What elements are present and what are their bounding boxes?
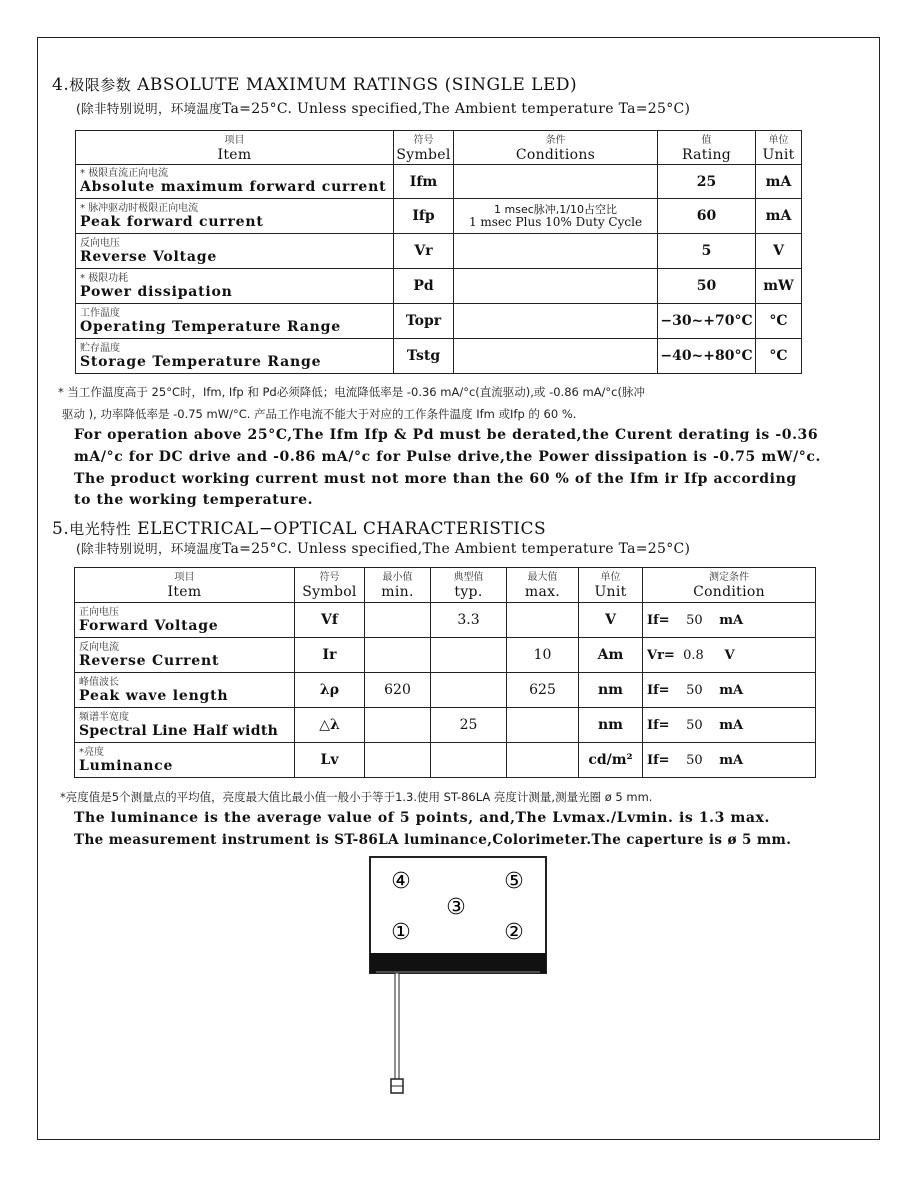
eo-table — [74, 567, 816, 778]
eo-title-num: 5. — [52, 519, 70, 539]
eo-header-typ: 典型值 typ. — [431, 568, 507, 603]
abs-subtitle — [76, 99, 690, 117]
abs-row-symbol: Topr — [394, 304, 454, 339]
abs-header-item: 项目 Item — [76, 131, 394, 165]
abs-row-item: 贮存温度 Storage Temperature Range — [76, 339, 394, 374]
eo-row-condition: Vr= 0.8 V — [643, 638, 816, 673]
abs-note-cn-line2: 驱动 ), 功率降低率是 -0.75 mW/°C. 产品工作电流不能大于对应的工作条件温度 Ifm 或Ifp 的 60 %. — [62, 407, 577, 421]
abs-row-rating: 60 — [658, 199, 756, 234]
eo-row-max — [507, 743, 579, 778]
abs-row-rating: 25 — [658, 165, 756, 199]
eo-row-typ — [431, 638, 507, 673]
eo-row-max: 625 — [507, 673, 579, 708]
abs-row-item: 工作温度 Operating Temperature Range — [76, 304, 394, 339]
eo-row-symbol: Lv — [295, 743, 365, 778]
eo-row-symbol: Ir — [295, 638, 365, 673]
eo-row — [75, 603, 816, 638]
abs-row-item: 反向电压 Reverse Voltage — [76, 234, 394, 269]
eo-subtitle-en: Ta=25°C. Unless specified,The Ambient temperature Ta=25°C) — [221, 541, 691, 557]
abs-title-num: 4. — [52, 75, 70, 95]
measurement-points-diagram — [368, 855, 548, 1100]
point-1-label: ① — [391, 920, 411, 945]
eo-row — [75, 673, 816, 708]
eo-section-title — [52, 518, 546, 539]
abs-row-item: * 极限直流正向电流 Absolute maximum forward current — [76, 165, 394, 199]
abs-row — [76, 199, 802, 234]
abs-note-en-line3: The product working current must not more than the 60 % of the Ifm ir Ifp according — [74, 471, 797, 487]
eo-row-symbol: △λ — [295, 708, 365, 743]
abs-note-cn-line1: * 当工作温度高于 25°C时，Ifm, Ifp 和 Pd必须降低；电流降低率是 -0.36 mA/°c(直流驱动),或 -0.86 mA/°c(脉冲 — [58, 385, 645, 399]
abs-row-symbol: Tstg — [394, 339, 454, 374]
abs-title-en: ABSOLUTE MAXIMUM RATINGS (SINGLE LED) — [137, 75, 578, 95]
eo-row-item: 正向电压 Forward Voltage — [75, 603, 295, 638]
eo-row-unit: nm — [579, 673, 643, 708]
eo-header-item: 项目 Item — [75, 568, 295, 603]
abs-row-unit: V — [756, 234, 802, 269]
abs-header-row — [76, 131, 802, 165]
eo-row — [75, 638, 816, 673]
abs-row — [76, 269, 802, 304]
abs-note-en-line1: For operation above 25°C,The Ifm Ifp & Pd must be derated,the Curent derating is -0.36 — [74, 427, 819, 443]
abs-row-conditions — [454, 339, 658, 374]
eo-row-typ — [431, 743, 507, 778]
abs-header-unit: 单位 Unit — [756, 131, 802, 165]
eo-header-unit: 单位 Unit — [579, 568, 643, 603]
abs-row — [76, 304, 802, 339]
eo-row-condition: If= 50 mA — [643, 603, 816, 638]
abs-row-rating: −30~+70°C — [658, 304, 756, 339]
eo-row-condition: If= 50 mA — [643, 708, 816, 743]
eo-row — [75, 708, 816, 743]
eo-header-max: 最大值 max. — [507, 568, 579, 603]
abs-header-symbol: 符号 Symbel — [394, 131, 454, 165]
eo-header-symbol: 符号 Symbol — [295, 568, 365, 603]
abs-header-conditions: 条件 Conditions — [454, 131, 658, 165]
point-5-label: ⑤ — [504, 869, 524, 894]
eo-subtitle — [76, 539, 690, 557]
abs-row-symbol: Pd — [394, 269, 454, 304]
point-2-label: ② — [504, 920, 524, 945]
eo-row-item: 频谱半宽度 Spectral Line Half width — [75, 708, 295, 743]
abs-row-symbol: Vr — [394, 234, 454, 269]
eo-row-typ: 25 — [431, 708, 507, 743]
eo-row — [75, 743, 816, 778]
eo-row-condition: If= 50 mA — [643, 743, 816, 778]
eo-subtitle-cn: (除非特别说明，环境温度 — [76, 541, 222, 556]
abs-row-symbol: Ifp — [394, 199, 454, 234]
eo-row-item: *亮度 Luminance — [75, 743, 295, 778]
abs-row — [76, 165, 802, 199]
abs-row-unit: mA — [756, 165, 802, 199]
abs-row-unit: °C — [756, 339, 802, 374]
eo-title-en: ELECTRICAL−OPTICAL CHARACTERISTICS — [137, 519, 547, 539]
eo-row-unit: nm — [579, 708, 643, 743]
abs-note-en-line2: mA/°c for DC drive and -0.86 mA/°c for Pulse drive,the Power dissipation is -0.75 mW/°c. — [74, 449, 821, 465]
eo-row-max — [507, 708, 579, 743]
abs-row-conditions: 1 msec脉冲,1/10占空比 1 msec Plus 10% Duty Cycle — [454, 199, 658, 234]
abs-row-conditions — [454, 234, 658, 269]
eo-row-min — [365, 708, 431, 743]
abs-row-conditions — [454, 165, 658, 199]
eo-note-en-line2: The measurement instrument is ST-86LA luminance,Colorimeter.The caperture is ø 5 mm. — [74, 832, 792, 848]
eo-header-condition: 测定条件 Condition — [643, 568, 816, 603]
abs-section-title — [52, 74, 577, 95]
eo-row-symbol: λρ — [295, 673, 365, 708]
abs-row-rating: 50 — [658, 269, 756, 304]
eo-title-cn: 电光特性 — [69, 520, 132, 538]
cable — [395, 973, 399, 1081]
eo-row-min — [365, 603, 431, 638]
abs-row-conditions — [454, 269, 658, 304]
point-3-label: ③ — [446, 895, 466, 920]
eo-row-max — [507, 603, 579, 638]
eo-row-max: 10 — [507, 638, 579, 673]
abs-row-item: * 脉冲驱动时极限正向电流 Peak forward current — [76, 199, 394, 234]
panel-bottom-bar — [370, 953, 546, 973]
eo-row-unit: cd/m² — [579, 743, 643, 778]
abs-row — [76, 339, 802, 374]
abs-row-unit: mA — [756, 199, 802, 234]
abs-row-rating: −40~+80°C — [658, 339, 756, 374]
eo-header-row — [75, 568, 816, 603]
eo-row-symbol: Vf — [295, 603, 365, 638]
abs-title-cn: 极限参数 — [69, 76, 132, 94]
eo-row-condition: If= 50 mA — [643, 673, 816, 708]
abs-row-conditions — [454, 304, 658, 339]
abs-subtitle-cn: (除非特别说明，环境温度 — [76, 101, 222, 116]
eo-row-unit: V — [579, 603, 643, 638]
eo-row-typ: 3.3 — [431, 603, 507, 638]
eo-row-typ — [431, 673, 507, 708]
abs-row-item: * 极限功耗 Power dissipation — [76, 269, 394, 304]
eo-row-min — [365, 638, 431, 673]
eo-row-min — [365, 743, 431, 778]
abs-row-symbol: Ifm — [394, 165, 454, 199]
eo-row-item: 反向电流 Reverse Current — [75, 638, 295, 673]
point-4-label: ④ — [391, 869, 411, 894]
abs-subtitle-en: Ta=25°C. Unless specified,The Ambient temperature Ta=25°C) — [221, 101, 691, 117]
abs-header-rating: 值 Rating — [658, 131, 756, 165]
abs-row-unit: mW — [756, 269, 802, 304]
abs-max-table — [75, 130, 802, 374]
eo-note-cn: *亮度值是5个测量点的平均值，亮度最大值比最小值一般小于等于1.3.使用 ST-86LA 亮度计测量,测量光圈 ø 5 mm. — [60, 790, 653, 804]
eo-header-min: 最小值 min. — [365, 568, 431, 603]
abs-row-unit: °C — [756, 304, 802, 339]
eo-note-en-line1: The luminance is the average value of 5 points, and,The Lvmax./Lvmin. is 1.3 max. — [74, 810, 770, 826]
abs-row-rating: 5 — [658, 234, 756, 269]
abs-row — [76, 234, 802, 269]
abs-note-en-line4: to the working temperature. — [74, 492, 314, 508]
eo-row-min: 620 — [365, 673, 431, 708]
eo-row-item: 峰值波长 Peak wave length — [75, 673, 295, 708]
eo-row-unit: Am — [579, 638, 643, 673]
